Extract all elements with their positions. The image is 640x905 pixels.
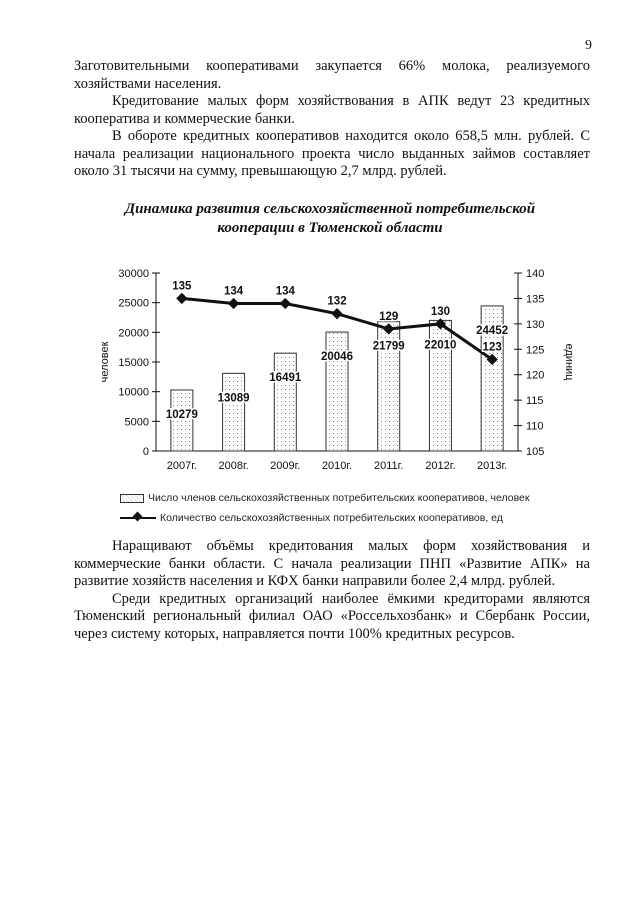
point-cooperatives: [280, 298, 291, 309]
y-tick-label-right: 140: [526, 268, 545, 280]
x-tick-label: 2007г.: [166, 460, 197, 472]
bar-members: [326, 332, 348, 451]
y-tick-label-right: 135: [526, 293, 545, 306]
line-data-label: 135: [172, 280, 192, 293]
y-tick-label-left: 5000: [124, 416, 149, 429]
x-tick-label: 2013г.: [477, 460, 508, 472]
bar-members: [223, 373, 245, 451]
x-tick-label: 2009г.: [270, 460, 301, 472]
bar-data-label: 10279: [165, 409, 198, 422]
bar-data-label: 21799: [372, 340, 405, 353]
y-tick-label-right: 120: [526, 369, 545, 382]
legend-bar-swatch: [120, 494, 144, 503]
y-tick-label-left: 15000: [118, 357, 149, 369]
point-cooperatives: [331, 308, 342, 319]
x-tick-label: 2012г.: [425, 460, 456, 472]
x-tick-label: 2008г.: [218, 460, 249, 472]
page-number: 9: [585, 38, 592, 53]
bottom-text: [74, 538, 590, 643]
bar-data-label: 20046: [321, 351, 353, 364]
y-tick-label-left: 25000: [118, 297, 149, 310]
y-axis-label-left: человек: [99, 341, 111, 383]
y-tick-label-left: 30000: [118, 268, 149, 280]
y-tick-label-right: 125: [526, 344, 545, 357]
point-cooperatives: [176, 293, 187, 304]
y-tick-label-left: 10000: [118, 386, 149, 399]
y-tick-label-right: 115: [526, 395, 544, 408]
line-data-label: 129: [379, 310, 399, 323]
legend-line-swatch: [120, 517, 156, 519]
chart-title-line-2: кооперации в Тюменской области: [217, 220, 443, 236]
y-tick-label-left: 20000: [118, 327, 149, 340]
y-axis-label-right: единиц: [563, 343, 575, 381]
legend-label-members: Число членов сельскохозяйственных потребительских кооперативов, человек: [148, 492, 530, 504]
bar-data-label: 16491: [269, 372, 302, 385]
y-tick-label-right: 105: [526, 446, 545, 458]
line-data-label: 130: [430, 305, 451, 318]
chart-title-line-1: Динамика развития сельскохозяйственной потребительской: [124, 201, 536, 217]
bar-members: [274, 353, 296, 451]
y-tick-label-left: 0: [142, 446, 149, 458]
legend-label-cooperatives: Количество сельскохозяйственных потребительских кооперативов, ед: [160, 512, 503, 524]
point-cooperatives: [228, 298, 239, 309]
line-data-label: 134: [275, 285, 295, 298]
bar-data-label: 24452: [476, 324, 509, 337]
paragraph-3: В обороте кредитных кооперативов находится около 658,5 млн. рублей. С начала реализации национального проекта число выданных займов составляет около 31 тысячи на сумму, превышающую 2,7 млрд. рублей.: [74, 128, 590, 179]
paragraph-2: Кредитование малых форм хозяйствования в АПК ведут 23 кредитных кооператива и коммерческие банки.: [74, 93, 590, 127]
y-tick-label-right: 110: [526, 420, 544, 433]
chart-legend: [120, 488, 530, 528]
bar-data-label: 22010: [424, 339, 457, 352]
line-data-label: 123: [482, 341, 502, 354]
paragraph-1: Заготовительными кооперативами закупается 66% молока, реализуемого хозяйствами населения.: [74, 58, 590, 92]
paragraph-5: Среди кредитных организаций наиболее ёмкими кредиторами являются Тюменский региональный филиал ОАО «Россельхозбанк» и Сбербанк России, через систему которых, направляется почти 100% кредитных ресурсов.: [74, 590, 590, 642]
legend-item-members: [120, 488, 530, 508]
y-tick-label-right: 130: [526, 318, 545, 331]
line-data-label: 132: [327, 295, 347, 308]
paragraph-4: Наращивают объёмы кредитования малых форм хозяйствования и коммерческие банки области. С начала реализации ПНП «Развитие АПК» на развитие хозяйств населения и КФХ банки направили более 2,4 млрд. рублей.: [74, 538, 590, 589]
bar-data-label: 13089: [217, 392, 250, 405]
x-tick-label: 2010г.: [321, 460, 353, 472]
x-tick-label: 2011г.: [374, 460, 404, 472]
legend-item-cooperatives: [120, 508, 530, 528]
line-data-label: 134: [223, 285, 244, 298]
